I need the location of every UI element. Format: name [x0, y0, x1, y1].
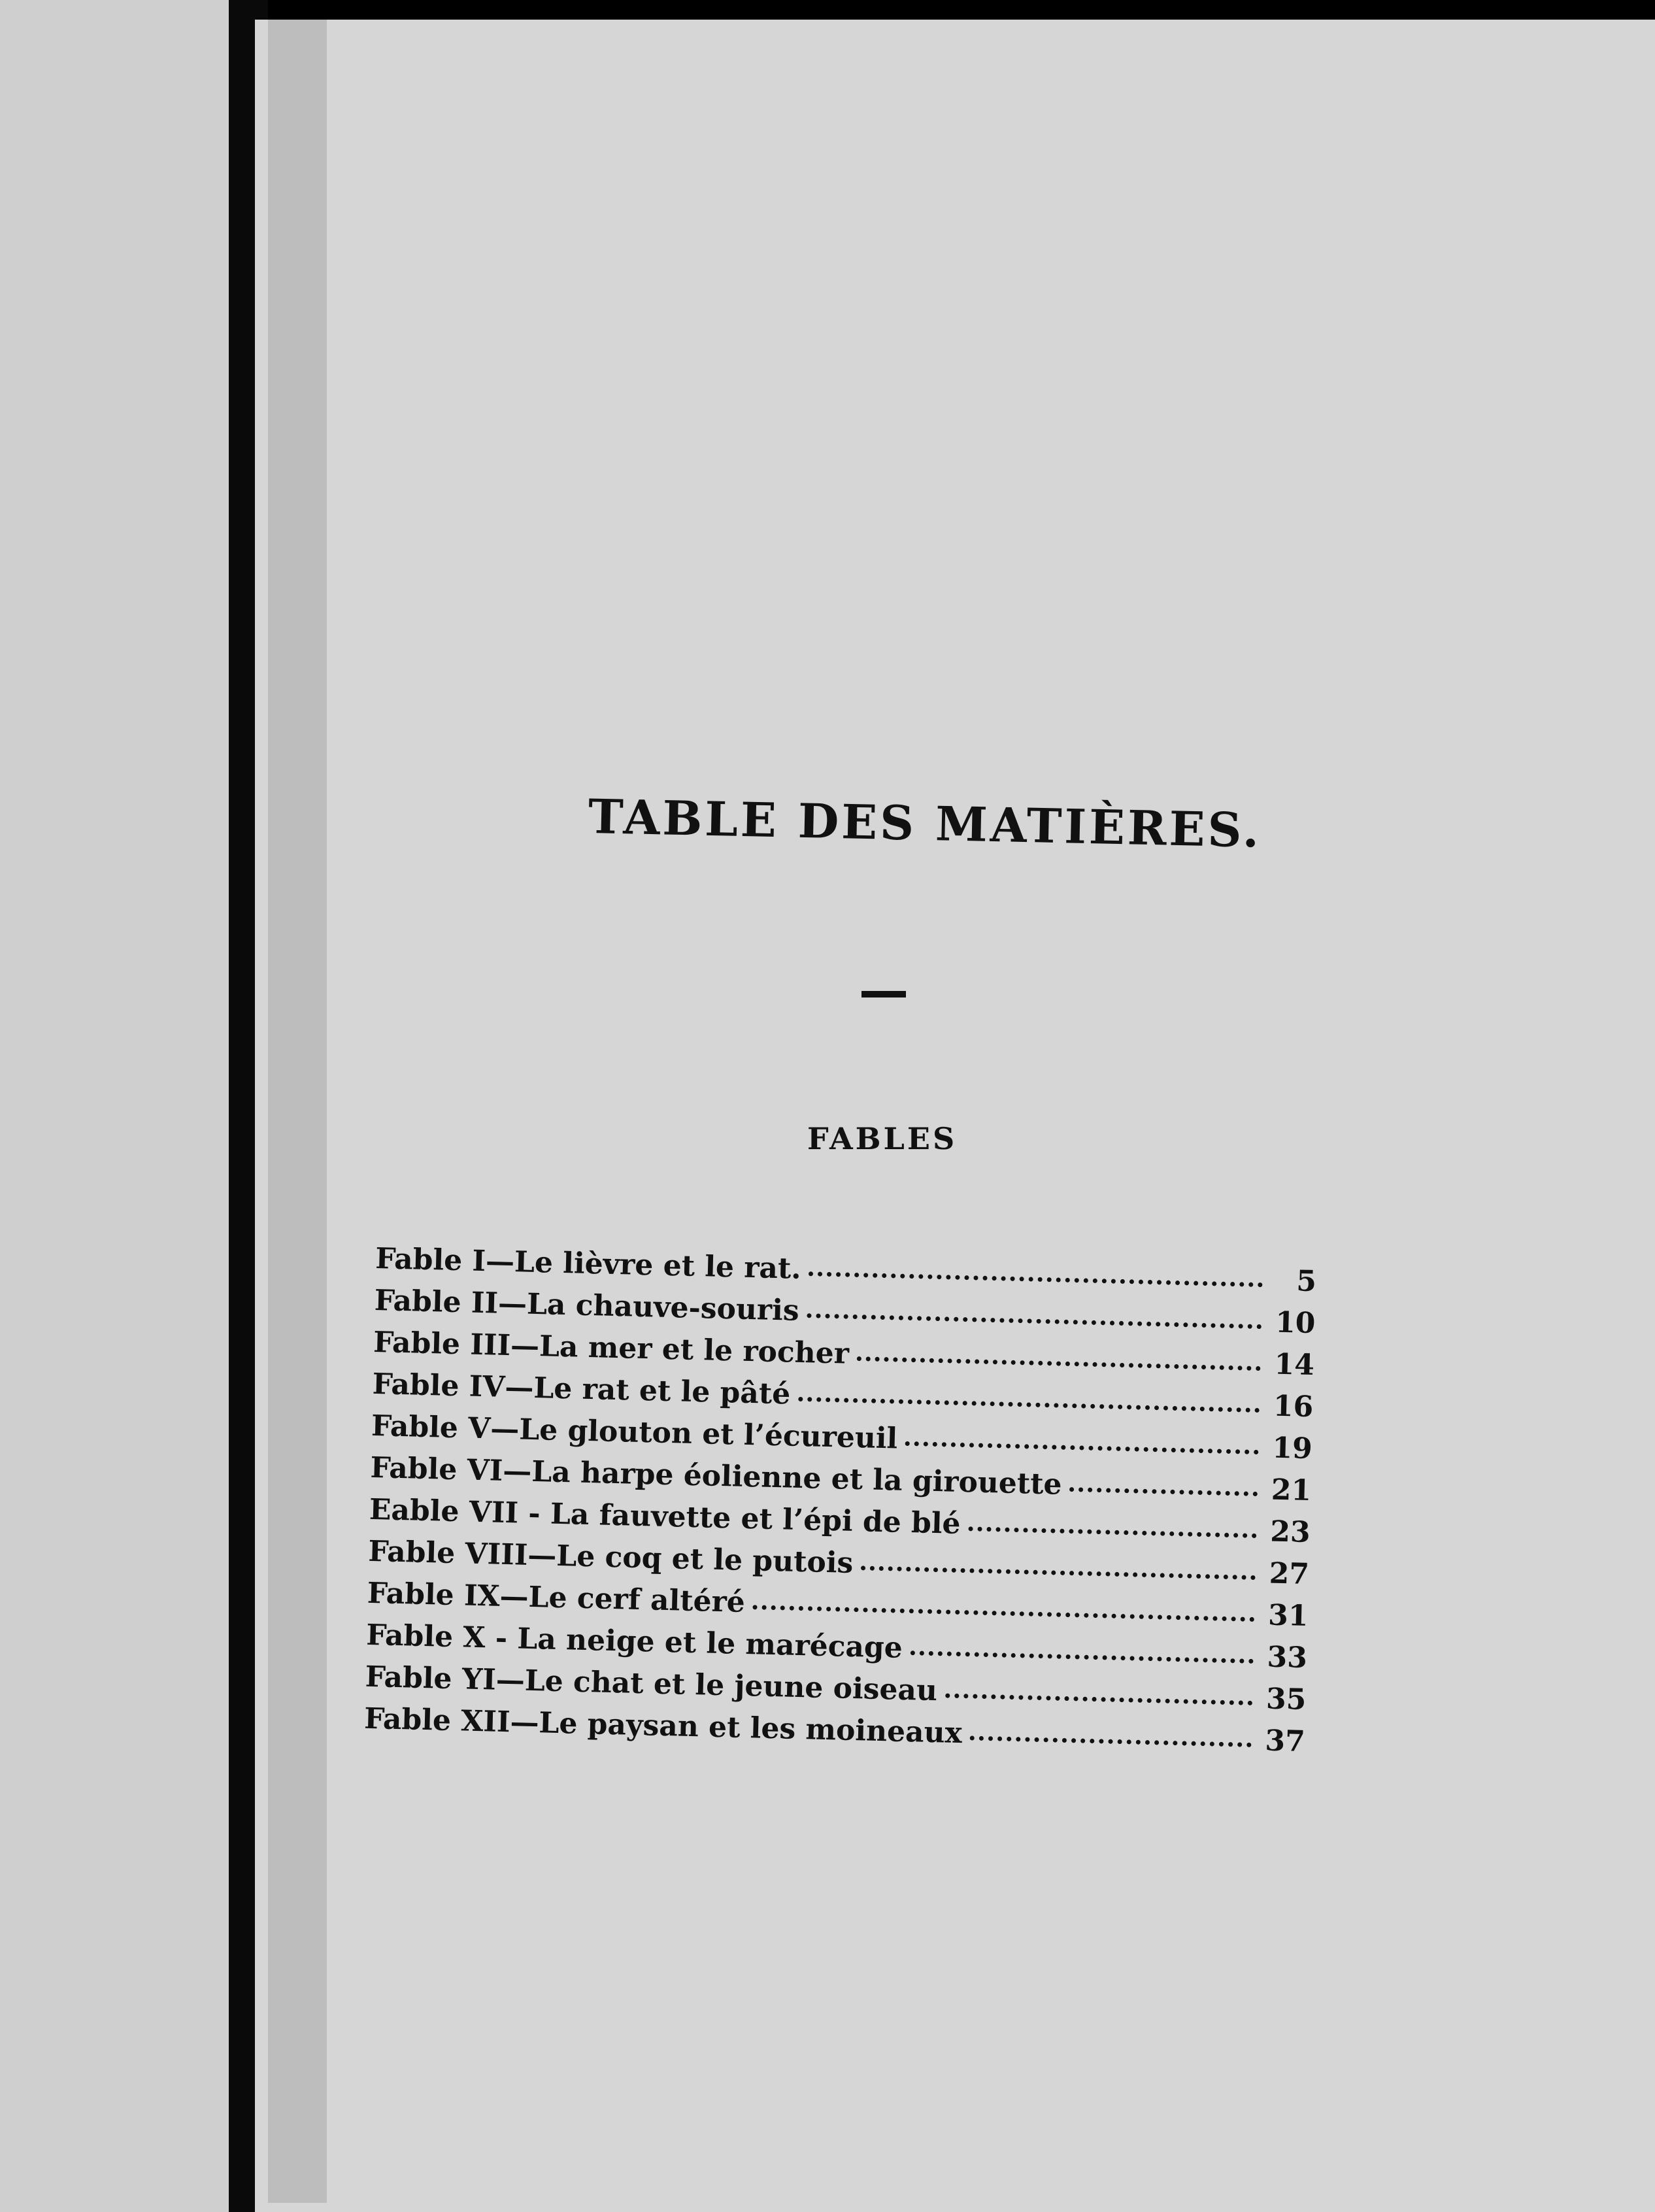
toc-page-number: 33 [1267, 1640, 1308, 1675]
page-title: TABLE DES MATIÈRES. [588, 788, 1262, 858]
dot-leader [861, 1566, 1256, 1580]
dot-leader [910, 1651, 1253, 1664]
toc-page-number: 23 [1269, 1515, 1311, 1550]
toc-page-number: 37 [1264, 1724, 1306, 1758]
dot-leader [905, 1441, 1259, 1454]
table-of-contents [363, 1242, 1316, 1767]
toc-page-number: 31 [1267, 1598, 1309, 1634]
dot-leader [752, 1605, 1254, 1622]
left-page-margin [0, 0, 229, 2212]
toc-entry-title: Fable XII—Le paysan et les moineaux [363, 1701, 963, 1751]
toc-entry-title: Fable YI—Le chat et le jeune oiseau [365, 1660, 938, 1708]
page [255, 20, 1655, 2212]
dot-leader [798, 1397, 1260, 1413]
dot-leader [809, 1271, 1263, 1287]
dot-leader [1069, 1487, 1258, 1496]
toc-page-number: 21 [1271, 1473, 1312, 1508]
toc-entry-title: Fable I—Le lièvre et le rat. [375, 1242, 802, 1286]
toc-entry-title: Fable II—La chauve-souris [374, 1283, 800, 1328]
dot-leader [945, 1693, 1253, 1705]
dot-leader [857, 1356, 1261, 1371]
toc-page-number: 27 [1269, 1556, 1310, 1592]
dot-leader [968, 1526, 1256, 1538]
toc-entry-title: Fable X - La neige et le marécage [365, 1618, 903, 1665]
toc-page-number: 16 [1273, 1389, 1314, 1424]
section-heading: FABLES [807, 1121, 958, 1156]
toc-page-number: 5 [1296, 1264, 1317, 1299]
toc-entry-title: Fable VI—La harpe éolienne et la girouette [369, 1450, 1063, 1501]
toc-entry-title: Fable IV—Le rat et le pâté [372, 1367, 791, 1411]
toc-page-number: 19 [1271, 1431, 1313, 1466]
page-edge [268, 20, 327, 2203]
toc-entry-title: Fable IX—Le cerf altéré [367, 1576, 746, 1619]
title-rule [861, 991, 906, 997]
toc-entry-title: Eable VII - La fauvette et l’épi de blé [369, 1492, 961, 1541]
toc-page-number: 14 [1273, 1347, 1315, 1382]
dot-leader [970, 1735, 1252, 1747]
dot-leader [807, 1313, 1262, 1329]
toc-entry-title: Fable VIII—Le coq et le putois [367, 1534, 854, 1580]
toc-entry-title: Fable III—La mer et le rocher [373, 1325, 850, 1371]
toc-page-number: 35 [1265, 1682, 1307, 1717]
toc-entry-title: Fable V—Le glouton et l’écureuil [371, 1409, 898, 1456]
toc-page-number: 10 [1275, 1305, 1316, 1341]
